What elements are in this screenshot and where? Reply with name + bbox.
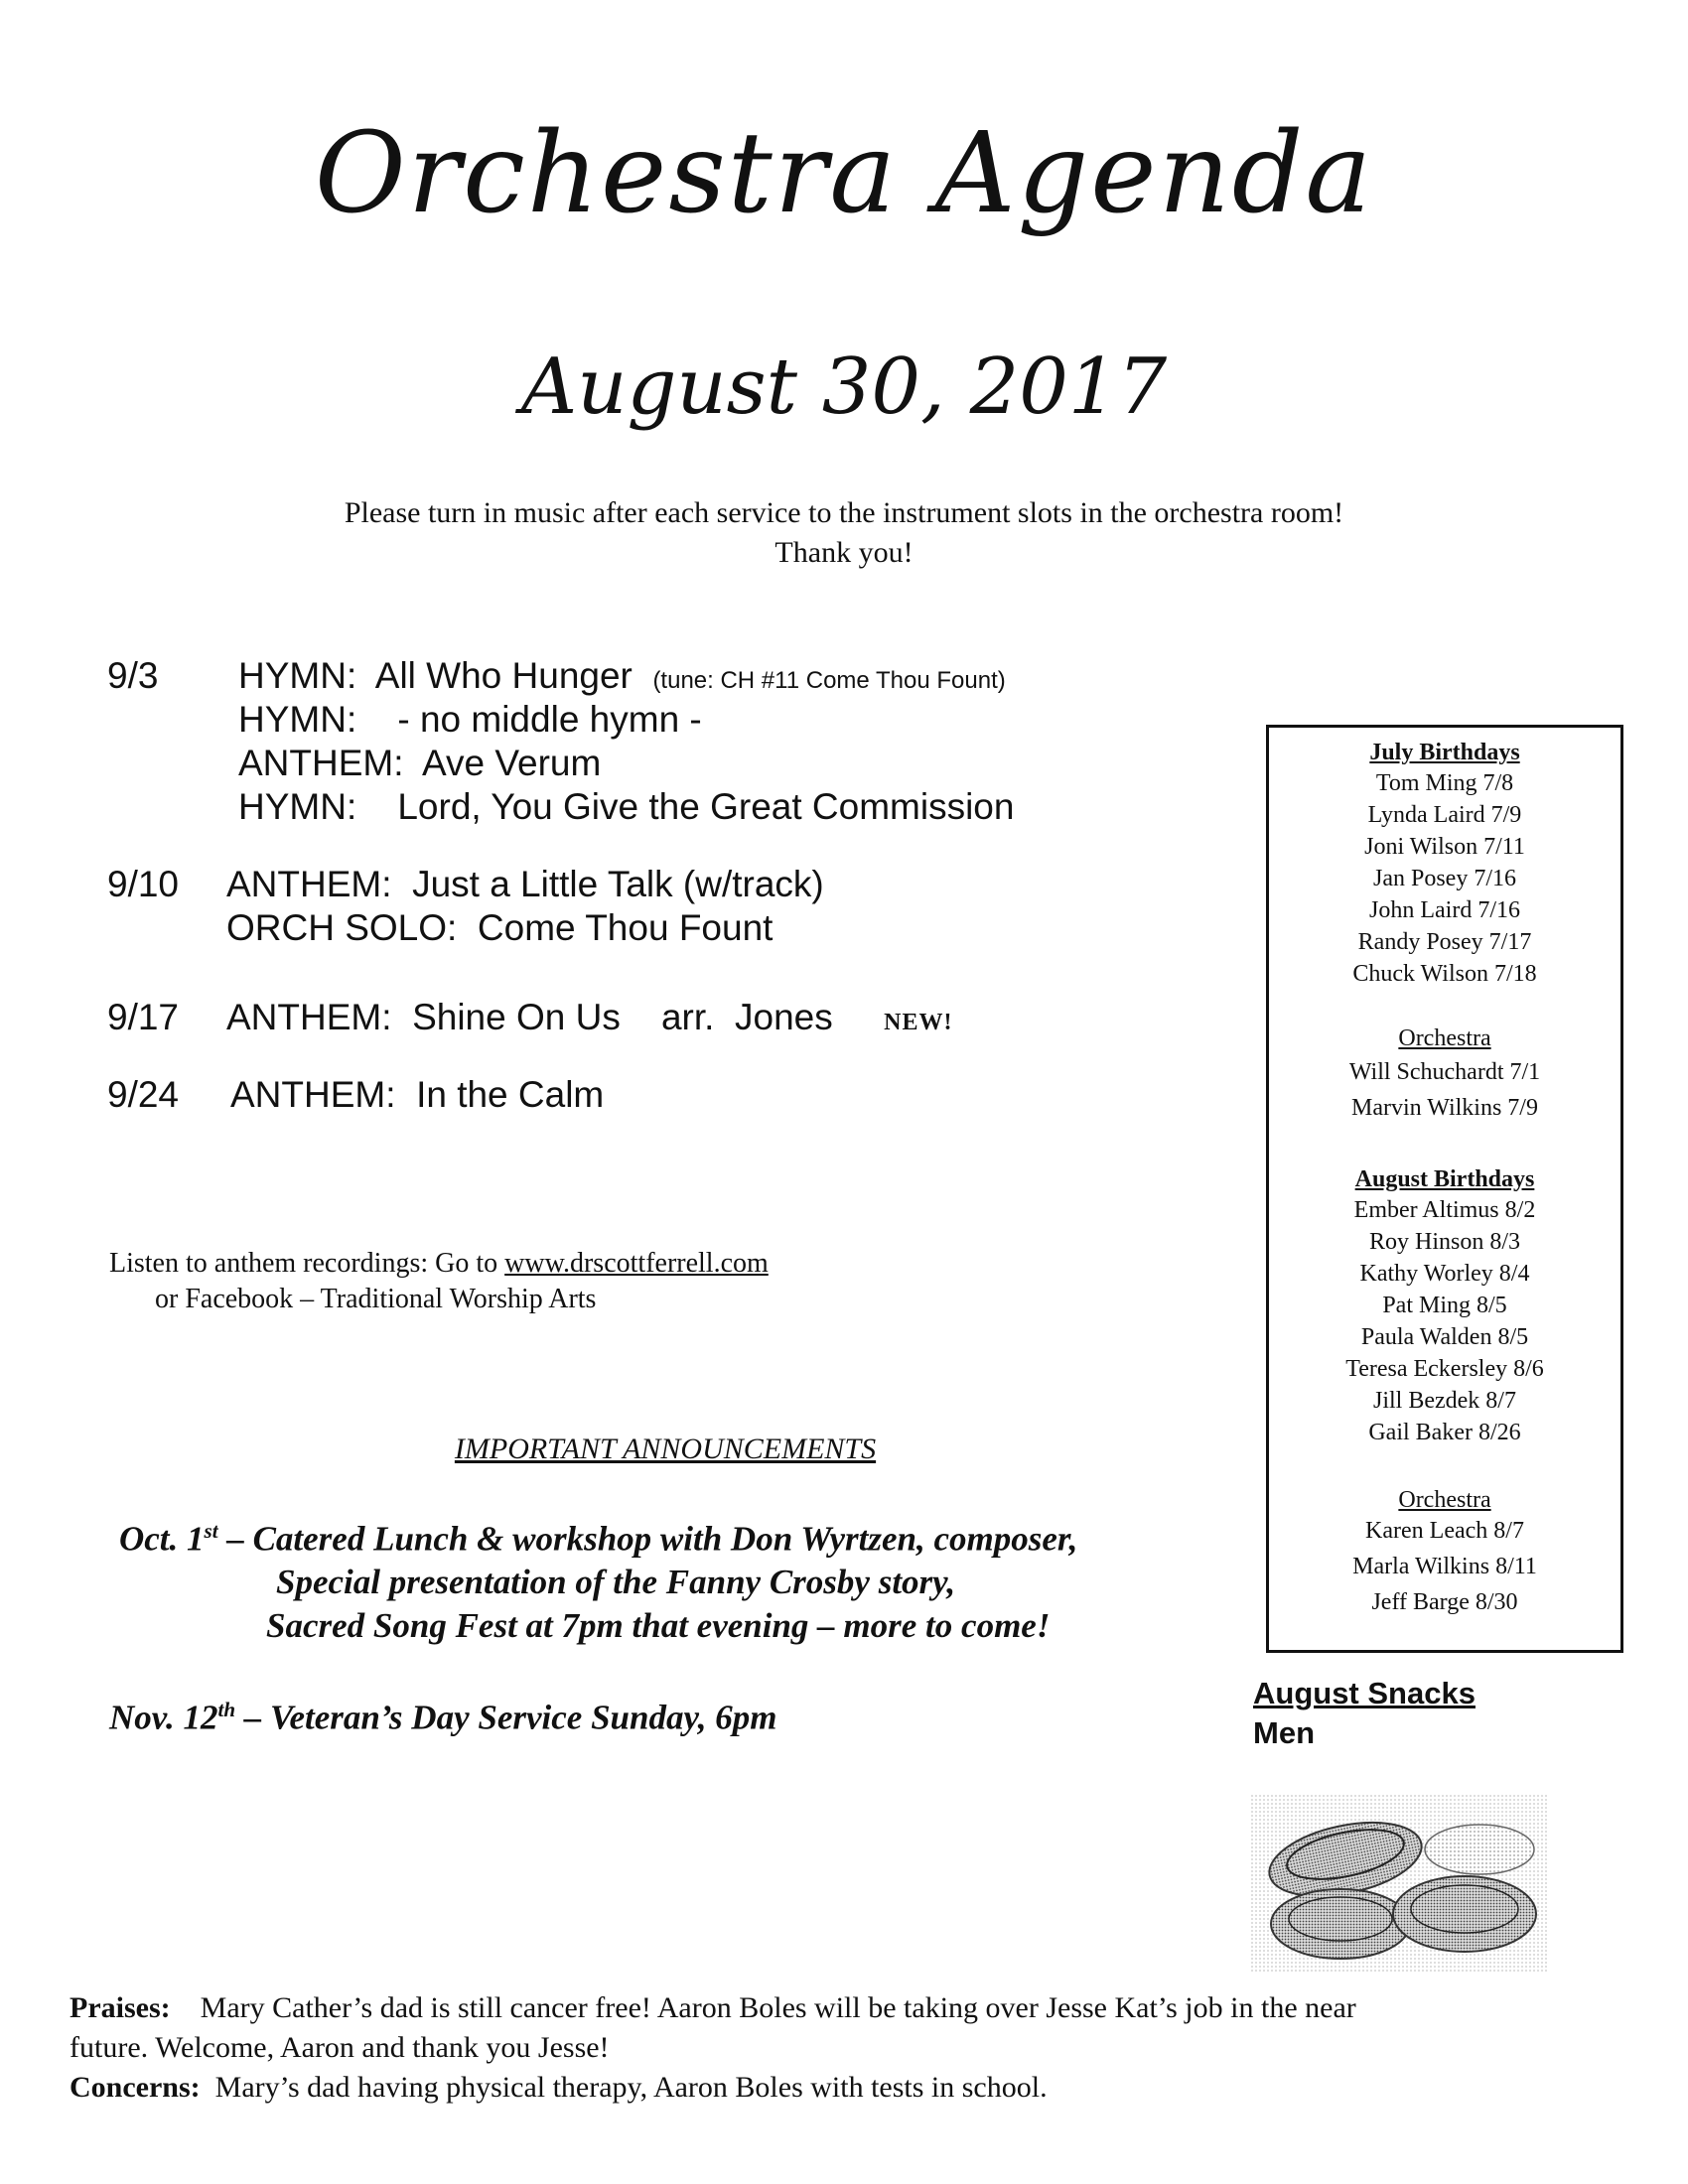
recordings-text: Listen to anthem recordings: Go to [109, 1248, 505, 1279]
announcement-text: – Veteran’s Day Service Sunday, 6pm [235, 1698, 777, 1737]
service-type: HYMN: [238, 786, 357, 827]
praises-line-1 [70, 1988, 1356, 2028]
birthday-entry: Randy Posey 7/17 [1357, 929, 1532, 955]
schedule-line [238, 786, 1014, 828]
snacks-group: Men [1253, 1715, 1315, 1750]
service-type: ANTHEM: [226, 864, 392, 904]
recordings-link[interactable]: www.drscottferrell.com [504, 1248, 769, 1279]
service-title: Lord, You Give the Great Commission [397, 786, 1015, 827]
birthday-entry: Jeff Barge 8/30 [1371, 1589, 1518, 1615]
birthday-entry: Roy Hinson 8/3 [1368, 1229, 1520, 1255]
snacks-heading: August Snacks [1253, 1676, 1476, 1710]
august-orchestra-heading: Orchestra [1398, 1487, 1491, 1513]
schedule-line [238, 699, 702, 741]
birthday-entry: Pat Ming 8/5 [1382, 1293, 1507, 1318]
schedule-line [238, 655, 1006, 697]
schedule-line [238, 743, 601, 784]
announcement-date: Nov. 12 [109, 1698, 218, 1737]
announcement-nov [109, 1698, 776, 1738]
concerns-label: Concerns: [70, 2071, 201, 2104]
service-title: All Who Hunger [374, 655, 633, 696]
birthday-entry: Marla Wilkins 8/11 [1352, 1554, 1537, 1579]
service-title: Come Thou Fount [477, 907, 774, 948]
recordings-note [109, 1246, 769, 1317]
page-title: Orchestra Agenda [314, 109, 1374, 238]
schedule-line [230, 1074, 604, 1116]
new-badge: NEW! [884, 1010, 953, 1035]
announcements-heading: IMPORTANT ANNOUNCEMENTS [454, 1433, 877, 1465]
music-return-note: Please turn in music after each service to the instrument slots in the orchestra room! [344, 496, 1344, 529]
birthday-entry: Kathy Worley 8/4 [1359, 1261, 1530, 1287]
announcement-oct [119, 1519, 1077, 1560]
facebook-line: or Facebook – Traditional Worship Arts [155, 1284, 597, 1314]
schedule-line [226, 997, 952, 1038]
announcement-text: – Catered Lunch & workshop with Don Wyrtzen, composer, [217, 1519, 1078, 1559]
arrangement-label: arr. [660, 997, 715, 1037]
birthday-entry: Ember Altimus 8/2 [1353, 1197, 1536, 1223]
birthday-entry: Jan Posey 7/16 [1373, 866, 1516, 891]
service-title: Just a Little Talk (w/track) [412, 864, 824, 904]
schedule-date-9-10: 9/10 [107, 864, 180, 904]
agenda-date: August 30, 2017 [520, 342, 1168, 432]
announcement-line: Special presentation of the Fanny Crosby story, [276, 1563, 956, 1601]
praises-line-2: future. Welcome, Aaron and thank you Jesse! [70, 2031, 610, 2064]
service-type: HYMN: [238, 699, 357, 740]
tune-note: (tune: CH #11 Come Thou Fount) [652, 667, 1006, 694]
arranger-name: Jones [735, 997, 833, 1037]
birthday-entry: Marvin Wilkins 7/9 [1351, 1095, 1538, 1121]
july-birthdays-heading: July Birthdays [1369, 740, 1520, 765]
schedule-date-9-24: 9/24 [107, 1074, 180, 1115]
birthday-entry: Joni Wilson 7/11 [1364, 834, 1525, 860]
service-type: ANTHEM: [226, 997, 392, 1037]
service-type: ORCH SOLO: [226, 907, 458, 948]
birthday-entry: Jill Bezdek 8/7 [1373, 1388, 1516, 1414]
recordings-line [109, 1246, 769, 1282]
service-title: Shine On Us [412, 997, 621, 1037]
announcement-line: Sacred Song Fest at 7pm that evening – more to come! [266, 1606, 1051, 1645]
birthday-entry: Tom Ming 7/8 [1375, 770, 1514, 796]
service-title: - no middle hymn - [397, 699, 702, 740]
birthdays-box [1266, 725, 1623, 1653]
schedule-date-9-17: 9/17 [107, 997, 180, 1037]
birthday-entry: Paula Walden 8/5 [1360, 1324, 1529, 1350]
birthday-entry: Teresa Eckersley 8/6 [1345, 1356, 1544, 1382]
concerns-line [70, 2068, 1048, 2108]
service-type: ANTHEM: [238, 743, 404, 783]
service-title: Ave Verum [422, 743, 602, 783]
schedule-line [226, 907, 773, 949]
birthday-entry: Gail Baker 8/26 [1368, 1420, 1521, 1445]
schedule-line [226, 864, 824, 905]
praises-label: Praises: [70, 1991, 171, 2024]
praises-text: Mary Cather’s dad is still cancer free! Aaron Boles will be taking over Jesse Kat’s job in the near [200, 1991, 1356, 2024]
service-title: In the Calm [416, 1074, 605, 1115]
july-orchestra-heading: Orchestra [1398, 1025, 1491, 1051]
schedule-date-9-3: 9/3 [107, 655, 159, 696]
date-suffix: th [217, 1698, 236, 1721]
concerns-text: Mary’s dad having physical therapy, Aaron Boles with tests in school. [214, 2071, 1048, 2104]
birthday-entry: Lynda Laird 7/9 [1367, 802, 1522, 828]
cookies-image [1251, 1795, 1549, 1974]
service-type: ANTHEM: [230, 1074, 396, 1115]
birthday-entry: Karen Leach 8/7 [1365, 1518, 1524, 1544]
thank-you-note: Thank you! [774, 536, 914, 569]
announcement-date: Oct. 1 [119, 1519, 205, 1559]
august-birthdays-heading: August Birthdays [1354, 1166, 1535, 1192]
birthday-entry: John Laird 7/16 [1369, 897, 1520, 923]
birthday-entry: Chuck Wilson 7/18 [1352, 961, 1537, 987]
birthday-entry: Will Schuchardt 7/1 [1348, 1059, 1541, 1085]
date-suffix: st [204, 1519, 218, 1543]
service-type: HYMN: [238, 655, 357, 696]
